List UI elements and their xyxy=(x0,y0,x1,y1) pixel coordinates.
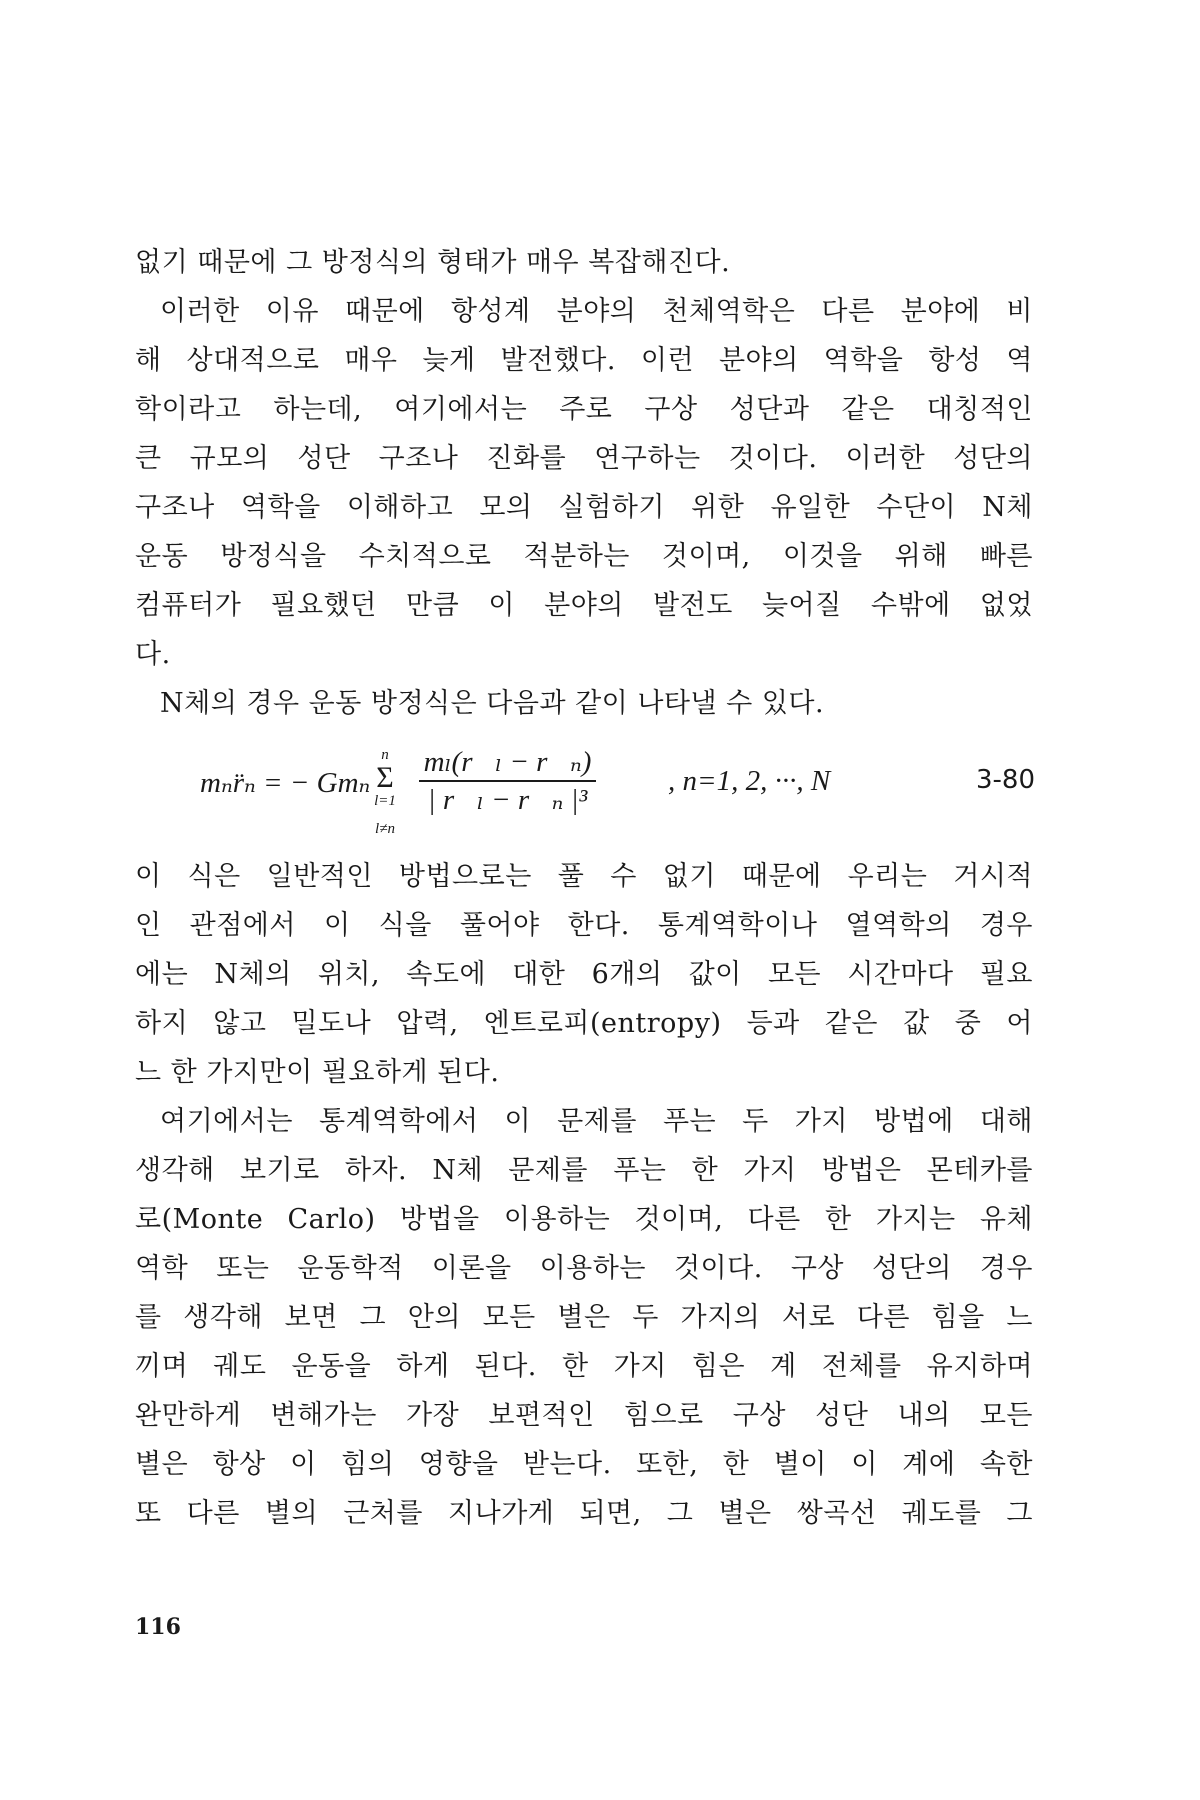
text-line: 해 상대적으로 매우 늦게 발전했다. 이런 분야의 역학을 항성 역 xyxy=(135,345,1033,376)
equation-condition: , n=1, 2, ···, N xyxy=(668,765,831,797)
fraction-numerator: mₗ(r⃗ₗ − r⃗ₙ) xyxy=(423,746,592,778)
text-line: 큰 규모의 성단 구조나 진화를 연구하는 것이다. 이러한 성단의 xyxy=(135,443,1033,474)
text-line: 느 한 가지만이 필요하게 된다. xyxy=(135,1057,500,1088)
text-line: 다. xyxy=(135,639,171,670)
paragraph-block-top xyxy=(135,238,1033,728)
text-line: 학이라고 하는데, 여기에서는 주로 구상 성단과 같은 대칭적인 xyxy=(135,394,1033,425)
fraction-denominator: | r⃗ₗ − r⃗ₙ |³ xyxy=(427,784,588,816)
text-line: 별은 항상 이 힘의 영향을 받는다. 또한, 한 별이 이 계에 속한 xyxy=(135,1449,1033,1480)
text-line: 인 관점에서 이 식을 풀어야 한다. 통계역학이나 열역학의 경우 xyxy=(135,910,1033,941)
text-line: 로(Monte Carlo) 방법을 이용하는 것이며, 다른 한 가지는 유체 xyxy=(135,1204,1033,1235)
summation xyxy=(365,747,405,837)
page-number: 116 xyxy=(135,1614,181,1640)
paragraph-block-bottom xyxy=(135,852,1033,1538)
text-line: 여기에서는 통계역학에서 이 문제를 푸는 두 가지 방법에 대해 xyxy=(160,1106,1033,1137)
text-line: 컴퓨터가 필요했던 만큼 이 분야의 발전도 늦어질 수밖에 없었 xyxy=(135,590,1033,621)
text-line: 하지 않고 밀도나 압력, 엔트로피(entropy) 등과 같은 값 중 어 xyxy=(135,1008,1033,1039)
text-line: 또 다른 별의 근처를 지나가게 되면, 그 별은 쌍곡선 궤도를 그 xyxy=(135,1498,1033,1529)
sum-lower-limit: l=1 xyxy=(374,793,396,809)
equation-fraction xyxy=(415,745,600,817)
sigma-icon: Σ xyxy=(376,761,394,794)
equation-lhs: mₙr̈ₙ = − Gmₙ xyxy=(200,767,371,799)
fraction-bar xyxy=(419,780,596,782)
sum-upper-limit: n xyxy=(381,747,389,763)
text-line: 구조나 역학을 이해하고 모의 실험하기 위한 유일한 수단이 N체 xyxy=(135,492,1033,523)
text-line: 운동 방정식을 수치적으로 적분하는 것이며, 이것을 위해 빠른 xyxy=(135,541,1033,572)
equation-3-80 xyxy=(200,745,1040,855)
text-line: 끼며 궤도 운동을 하게 된다. 한 가지 힘은 계 전체를 유지하며 xyxy=(135,1351,1033,1382)
text-line: 없기 때문에 그 방정식의 형태가 매우 복잡해진다. xyxy=(135,247,731,278)
text-line: 생각해 보기로 하자. N체 문제를 푸는 한 가지 방법은 몬테카를 xyxy=(135,1155,1033,1186)
equation-number: 3-80 xyxy=(975,765,1035,795)
text-line: 를 생각해 보면 그 안의 모든 별은 두 가지의 서로 다른 힘을 느 xyxy=(135,1302,1033,1333)
sum-condition: l≠n xyxy=(375,821,395,837)
text-line: 에는 N체의 위치, 속도에 대한 6개의 값이 모든 시간마다 필요 xyxy=(135,959,1033,990)
text-line: 완만하게 변해가는 가장 보편적인 힘으로 구상 성단 내의 모든 xyxy=(135,1400,1033,1431)
text-line: N체의 경우 운동 방정식은 다음과 같이 나타낼 수 있다. xyxy=(160,688,825,719)
text-line: 이 식은 일반적인 방법으로는 풀 수 없기 때문에 우리는 거시적 xyxy=(135,861,1033,892)
text-line: 이러한 이유 때문에 항성계 분야의 천체역학은 다른 분야에 비 xyxy=(160,296,1033,327)
text-line: 역학 또는 운동학적 이론을 이용하는 것이다. 구상 성단의 경우 xyxy=(135,1253,1033,1284)
